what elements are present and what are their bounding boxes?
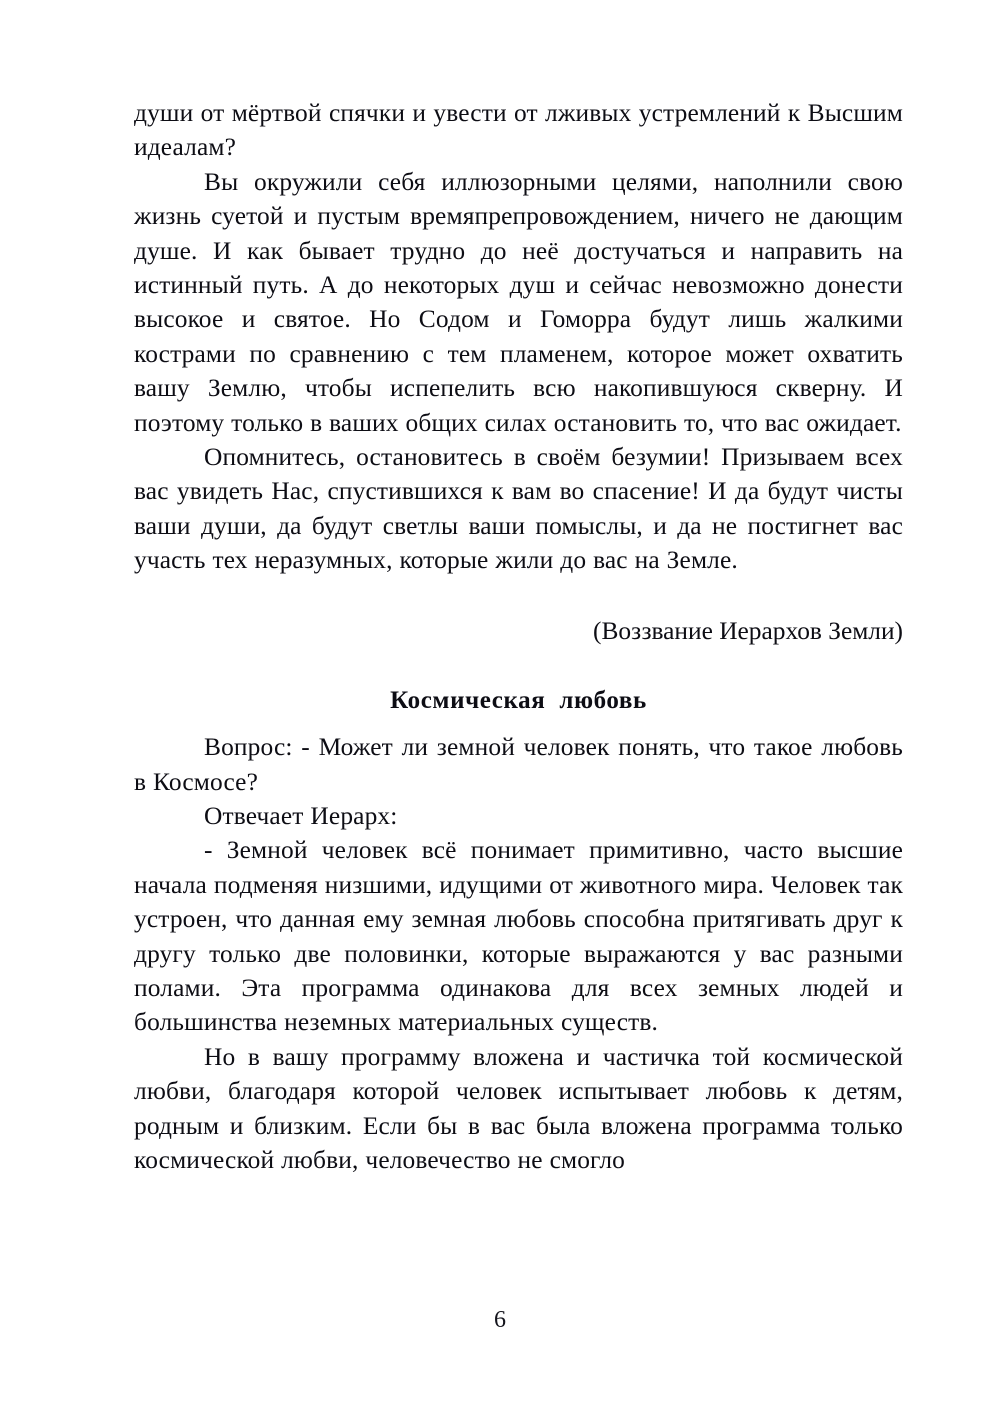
paragraph: души от мёртвой спячки и увести от лживых устремлений к Высшим идеалам? [134,99,903,162]
speaker-paragraph: Отвечает Иерарх: [204,801,398,830]
page-text-block [134,96,903,1177]
source-attribution: (Воззвание Иерархов Земли) [593,616,903,645]
section-heading [134,648,903,730]
section-heading-word-2: любовь [559,687,647,715]
answer-paragraph: Но в вашу программу вложена и частичка той космической любви, благодаря которой человек испытывает любовь к детям, родным и близким. Если бы в вас была вложена программа только космической любви, человечество не смогло [134,1042,903,1174]
paragraph: Опомнитесь, остановитесь в своём безумии! Призываем всех вас увидеть Нас, спустившихся к вам во спасение! И да будут чисты ваши души, да будут светлы ваши помыслы, и да не постигнет вас участь тех неразумных, которые жили до вас на Земле. [134,443,903,575]
paragraph: Вы окружили себя иллюзорными целями, наполнили свою жизнь суетой и пустым времяпрепровождением, ничего не дающим душе. И как бывает трудно до неё достучаться и направить на истинный путь. А до некоторых душ и сейчас невозможно донести высокое и святое. Но Содом и Гоморра будут лишь жалкими кострами по сравнению с тем пламенем, которое может охватить вашу Землю, чтобы испепелить всю накопившуюся скверну. И поэтому только в ваших общих силах остановить то, что вас ожидает. [134,167,903,437]
section-heading-word-1: Космическая [390,687,546,715]
answer-paragraph: - Земной человек всё понимает примитивно, часто высшие начала подменяя низшими, идущими от животного мира. Человек так устроен, что данная ему земная любовь способна притягивать друг к другу только две половинки, которые выражаются у вас разными полами. Эта программа одинакова для всех земных людей и большинства неземных материальных существ. [134,836,903,1037]
page-number: 6 [494,1307,506,1333]
question-paragraph: Вопрос: - Может ли земной человек понять, что такое любовь в Космосе? [134,733,903,796]
